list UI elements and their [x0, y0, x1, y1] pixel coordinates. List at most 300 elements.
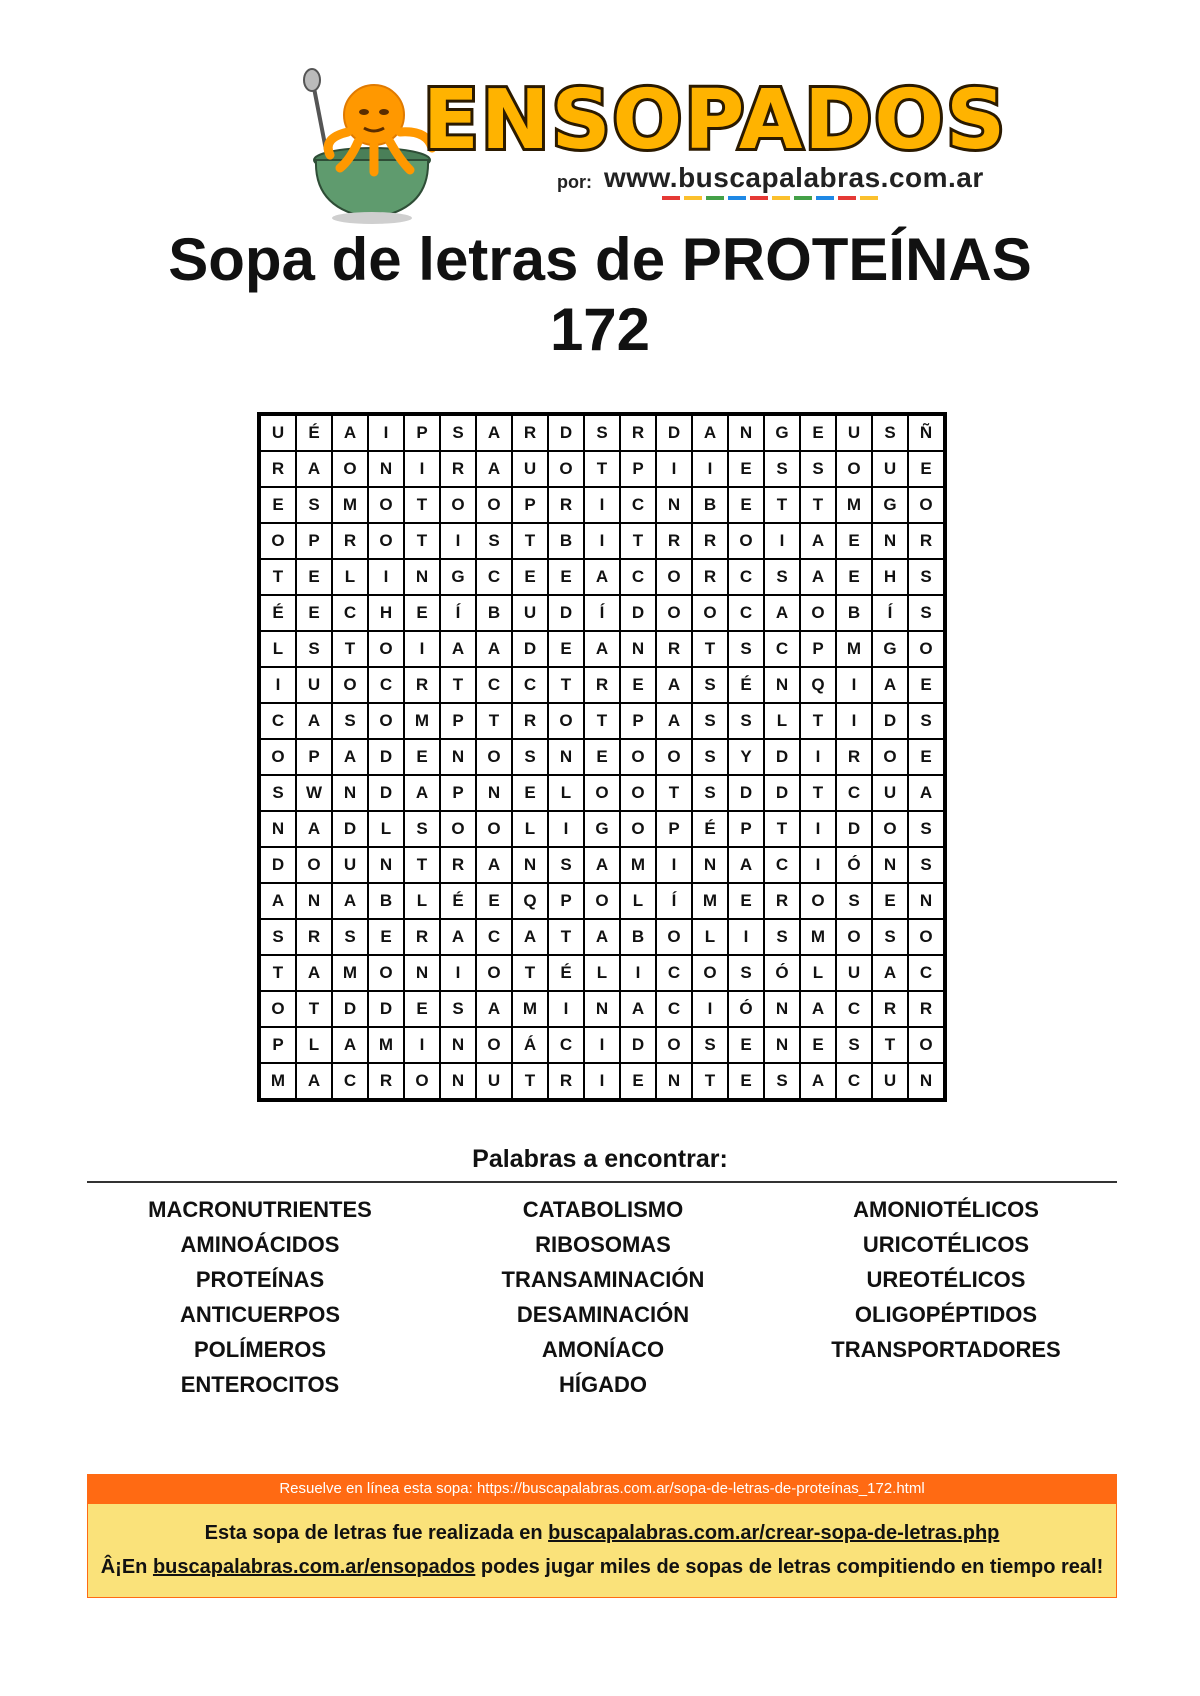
- grid-cell[interactable]: L: [297, 1028, 331, 1062]
- grid-cell[interactable]: U: [261, 416, 295, 450]
- grid-cell[interactable]: N: [405, 956, 439, 990]
- grid-cell[interactable]: P: [441, 704, 475, 738]
- grid-cell[interactable]: É: [261, 596, 295, 630]
- grid-cell[interactable]: O: [585, 776, 619, 810]
- grid-cell[interactable]: S: [333, 704, 367, 738]
- grid-cell[interactable]: O: [297, 848, 331, 882]
- grid-cell[interactable]: A: [765, 596, 799, 630]
- grid-cell[interactable]: I: [693, 992, 727, 1026]
- grid-cell[interactable]: C: [549, 1028, 583, 1062]
- grid-cell[interactable]: P: [657, 812, 691, 846]
- grid-cell[interactable]: L: [621, 884, 655, 918]
- grid-cell[interactable]: T: [405, 524, 439, 558]
- grid-cell[interactable]: L: [549, 776, 583, 810]
- grid-cell[interactable]: O: [693, 596, 727, 630]
- grid-cell[interactable]: O: [729, 524, 763, 558]
- grid-cell[interactable]: L: [693, 920, 727, 954]
- grid-cell[interactable]: S: [765, 452, 799, 486]
- grid-cell[interactable]: A: [693, 416, 727, 450]
- grid-cell[interactable]: S: [765, 1064, 799, 1098]
- grid-cell[interactable]: L: [765, 704, 799, 738]
- grid-cell[interactable]: E: [585, 740, 619, 774]
- grid-cell[interactable]: S: [693, 668, 727, 702]
- grid-cell[interactable]: A: [585, 920, 619, 954]
- grid-cell[interactable]: R: [909, 524, 943, 558]
- grid-cell[interactable]: M: [513, 992, 547, 1026]
- grid-cell[interactable]: A: [873, 668, 907, 702]
- grid-cell[interactable]: R: [369, 1064, 403, 1098]
- grid-cell[interactable]: S: [729, 704, 763, 738]
- grid-cell[interactable]: G: [873, 632, 907, 666]
- grid-cell[interactable]: M: [333, 956, 367, 990]
- grid-cell[interactable]: L: [801, 956, 835, 990]
- grid-cell[interactable]: É: [441, 884, 475, 918]
- grid-cell[interactable]: O: [477, 740, 511, 774]
- grid-cell[interactable]: A: [657, 704, 691, 738]
- grid-cell[interactable]: O: [657, 560, 691, 594]
- grid-cell[interactable]: M: [261, 1064, 295, 1098]
- grid-cell[interactable]: O: [369, 632, 403, 666]
- grid-cell[interactable]: T: [405, 488, 439, 522]
- grid-cell[interactable]: O: [369, 704, 403, 738]
- grid-cell[interactable]: T: [297, 992, 331, 1026]
- grid-cell[interactable]: P: [621, 704, 655, 738]
- grid-cell[interactable]: N: [441, 1064, 475, 1098]
- grid-cell[interactable]: I: [441, 524, 475, 558]
- grid-cell[interactable]: A: [585, 848, 619, 882]
- grid-cell[interactable]: A: [333, 884, 367, 918]
- grid-cell[interactable]: I: [657, 452, 691, 486]
- grid-cell[interactable]: N: [585, 992, 619, 1026]
- grid-cell[interactable]: S: [477, 524, 511, 558]
- grid-cell[interactable]: E: [909, 668, 943, 702]
- grid-cell[interactable]: N: [909, 1064, 943, 1098]
- grid-cell[interactable]: A: [477, 416, 511, 450]
- grid-cell[interactable]: L: [333, 560, 367, 594]
- grid-cell[interactable]: N: [369, 848, 403, 882]
- grid-cell[interactable]: L: [261, 632, 295, 666]
- grid-cell[interactable]: É: [693, 812, 727, 846]
- grid-cell[interactable]: C: [513, 668, 547, 702]
- grid-cell[interactable]: O: [621, 776, 655, 810]
- grid-cell[interactable]: D: [333, 812, 367, 846]
- grid-cell[interactable]: I: [585, 488, 619, 522]
- grid-cell[interactable]: O: [909, 488, 943, 522]
- grid-cell[interactable]: C: [657, 956, 691, 990]
- grid-cell[interactable]: S: [693, 1028, 727, 1062]
- grid-cell[interactable]: C: [729, 560, 763, 594]
- grid-cell[interactable]: P: [549, 884, 583, 918]
- grid-cell[interactable]: N: [765, 1028, 799, 1062]
- grid-cell[interactable]: A: [441, 920, 475, 954]
- grid-cell[interactable]: E: [909, 452, 943, 486]
- grid-cell[interactable]: N: [729, 416, 763, 450]
- grid-cell[interactable]: D: [837, 812, 871, 846]
- grid-cell[interactable]: O: [369, 956, 403, 990]
- grid-cell[interactable]: R: [693, 560, 727, 594]
- grid-cell[interactable]: T: [765, 488, 799, 522]
- grid-cell[interactable]: I: [405, 1028, 439, 1062]
- grid-cell[interactable]: U: [513, 596, 547, 630]
- grid-cell[interactable]: T: [801, 776, 835, 810]
- grid-cell[interactable]: A: [333, 416, 367, 450]
- grid-cell[interactable]: É: [729, 668, 763, 702]
- grid-cell[interactable]: M: [621, 848, 655, 882]
- grid-cell[interactable]: L: [513, 812, 547, 846]
- grid-cell[interactable]: U: [837, 416, 871, 450]
- grid-cell[interactable]: S: [909, 560, 943, 594]
- grid-cell[interactable]: A: [801, 560, 835, 594]
- grid-cell[interactable]: A: [513, 920, 547, 954]
- grid-cell[interactable]: O: [477, 956, 511, 990]
- grid-cell[interactable]: E: [297, 560, 331, 594]
- grid-cell[interactable]: M: [693, 884, 727, 918]
- grid-cell[interactable]: E: [513, 560, 547, 594]
- grid-cell[interactable]: C: [729, 596, 763, 630]
- grid-cell[interactable]: E: [405, 992, 439, 1026]
- grid-cell[interactable]: T: [873, 1028, 907, 1062]
- grid-cell[interactable]: I: [549, 992, 583, 1026]
- grid-cell[interactable]: N: [765, 992, 799, 1026]
- grid-cell[interactable]: O: [585, 884, 619, 918]
- grid-cell[interactable]: Q: [513, 884, 547, 918]
- grid-cell[interactable]: R: [549, 1064, 583, 1098]
- grid-cell[interactable]: E: [729, 488, 763, 522]
- grid-cell[interactable]: R: [441, 452, 475, 486]
- grid-cell[interactable]: N: [873, 524, 907, 558]
- grid-cell[interactable]: R: [405, 668, 439, 702]
- grid-cell[interactable]: T: [657, 776, 691, 810]
- grid-cell[interactable]: O: [369, 488, 403, 522]
- grid-cell[interactable]: U: [873, 1064, 907, 1098]
- grid-cell[interactable]: S: [873, 920, 907, 954]
- grid-cell[interactable]: O: [801, 596, 835, 630]
- grid-cell[interactable]: S: [909, 848, 943, 882]
- grid-cell[interactable]: R: [549, 488, 583, 522]
- grid-cell[interactable]: Q: [801, 668, 835, 702]
- grid-cell[interactable]: A: [441, 632, 475, 666]
- grid-cell[interactable]: D: [333, 992, 367, 1026]
- grid-cell[interactable]: O: [333, 668, 367, 702]
- grid-cell[interactable]: A: [477, 452, 511, 486]
- grid-cell[interactable]: P: [441, 776, 475, 810]
- grid-cell[interactable]: N: [261, 812, 295, 846]
- grid-cell[interactable]: N: [441, 1028, 475, 1062]
- grid-cell[interactable]: O: [477, 812, 511, 846]
- grid-cell[interactable]: R: [297, 920, 331, 954]
- grid-cell[interactable]: E: [729, 884, 763, 918]
- grid-cell[interactable]: I: [369, 560, 403, 594]
- grid-cell[interactable]: O: [873, 740, 907, 774]
- grid-cell[interactable]: S: [441, 992, 475, 1026]
- grid-cell[interactable]: U: [297, 668, 331, 702]
- grid-cell[interactable]: M: [837, 488, 871, 522]
- grid-cell[interactable]: C: [477, 920, 511, 954]
- grid-cell[interactable]: É: [549, 956, 583, 990]
- grid-cell[interactable]: E: [513, 776, 547, 810]
- grid-cell[interactable]: O: [657, 1028, 691, 1062]
- grid-cell[interactable]: O: [657, 740, 691, 774]
- grid-cell[interactable]: M: [405, 704, 439, 738]
- grid-cell[interactable]: T: [693, 1064, 727, 1098]
- grid-cell[interactable]: E: [549, 632, 583, 666]
- grid-cell[interactable]: S: [441, 416, 475, 450]
- grid-cell[interactable]: H: [369, 596, 403, 630]
- grid-cell[interactable]: C: [837, 992, 871, 1026]
- grid-cell[interactable]: P: [405, 416, 439, 450]
- grid-cell[interactable]: E: [297, 596, 331, 630]
- grid-cell[interactable]: A: [297, 704, 331, 738]
- grid-cell[interactable]: M: [837, 632, 871, 666]
- grid-cell[interactable]: A: [801, 1064, 835, 1098]
- grid-cell[interactable]: C: [837, 776, 871, 810]
- grid-cell[interactable]: C: [765, 848, 799, 882]
- grid-cell[interactable]: N: [477, 776, 511, 810]
- grid-cell[interactable]: R: [621, 416, 655, 450]
- grid-cell[interactable]: N: [549, 740, 583, 774]
- grid-cell[interactable]: D: [621, 1028, 655, 1062]
- grid-cell[interactable]: O: [909, 1028, 943, 1062]
- grid-cell[interactable]: S: [909, 704, 943, 738]
- grid-cell[interactable]: N: [873, 848, 907, 882]
- grid-cell[interactable]: A: [585, 560, 619, 594]
- grid-cell[interactable]: P: [297, 740, 331, 774]
- grid-cell[interactable]: P: [621, 452, 655, 486]
- grid-cell[interactable]: T: [585, 704, 619, 738]
- grid-cell[interactable]: A: [297, 452, 331, 486]
- grid-cell[interactable]: D: [369, 740, 403, 774]
- grid-cell[interactable]: P: [261, 1028, 295, 1062]
- create-puzzle-link[interactable]: buscapalabras.com.ar/crear-sopa-de-letras.php: [548, 1522, 1000, 1544]
- grid-cell[interactable]: B: [369, 884, 403, 918]
- grid-cell[interactable]: E: [621, 1064, 655, 1098]
- grid-cell[interactable]: S: [909, 596, 943, 630]
- grid-cell[interactable]: D: [765, 740, 799, 774]
- grid-cell[interactable]: N: [369, 452, 403, 486]
- online-solve-bar[interactable]: Resuelve en línea esta sopa: https://buscapalabras.com.ar/sopa-de-letras-de-proteínas_172.html: [87, 1474, 1117, 1504]
- grid-cell[interactable]: P: [297, 524, 331, 558]
- grid-cell[interactable]: R: [333, 524, 367, 558]
- grid-cell[interactable]: A: [801, 992, 835, 1026]
- grid-cell[interactable]: T: [405, 848, 439, 882]
- grid-cell[interactable]: A: [477, 992, 511, 1026]
- ensopados-link[interactable]: buscapalabras.com.ar/ensopados: [152, 1556, 476, 1578]
- grid-cell[interactable]: U: [873, 776, 907, 810]
- grid-cell[interactable]: U: [873, 452, 907, 486]
- grid-cell[interactable]: D: [729, 776, 763, 810]
- grid-cell[interactable]: O: [333, 452, 367, 486]
- grid-cell[interactable]: Í: [873, 596, 907, 630]
- grid-cell[interactable]: D: [873, 704, 907, 738]
- grid-cell[interactable]: O: [261, 524, 295, 558]
- grid-cell[interactable]: R: [873, 992, 907, 1026]
- grid-cell[interactable]: O: [837, 452, 871, 486]
- grid-cell[interactable]: C: [621, 560, 655, 594]
- grid-cell[interactable]: T: [513, 1064, 547, 1098]
- grid-cell[interactable]: W: [297, 776, 331, 810]
- grid-cell[interactable]: I: [837, 668, 871, 702]
- grid-cell[interactable]: S: [405, 812, 439, 846]
- grid-cell[interactable]: R: [585, 668, 619, 702]
- grid-cell[interactable]: N: [513, 848, 547, 882]
- grid-cell[interactable]: L: [369, 812, 403, 846]
- grid-cell[interactable]: G: [765, 416, 799, 450]
- grid-cell[interactable]: O: [657, 920, 691, 954]
- grid-cell[interactable]: E: [909, 740, 943, 774]
- grid-cell[interactable]: D: [657, 416, 691, 450]
- grid-cell[interactable]: S: [801, 452, 835, 486]
- grid-cell[interactable]: A: [621, 992, 655, 1026]
- grid-cell[interactable]: S: [765, 920, 799, 954]
- grid-cell[interactable]: O: [621, 812, 655, 846]
- grid-cell[interactable]: Í: [657, 884, 691, 918]
- grid-cell[interactable]: C: [369, 668, 403, 702]
- grid-cell[interactable]: C: [657, 992, 691, 1026]
- grid-cell[interactable]: T: [693, 632, 727, 666]
- grid-cell[interactable]: R: [909, 992, 943, 1026]
- grid-cell[interactable]: A: [333, 740, 367, 774]
- grid-cell[interactable]: U: [477, 1064, 511, 1098]
- grid-cell[interactable]: A: [585, 632, 619, 666]
- grid-cell[interactable]: Y: [729, 740, 763, 774]
- grid-cell[interactable]: E: [261, 488, 295, 522]
- grid-cell[interactable]: A: [297, 812, 331, 846]
- grid-cell[interactable]: U: [837, 956, 871, 990]
- grid-cell[interactable]: E: [837, 524, 871, 558]
- grid-cell[interactable]: N: [693, 848, 727, 882]
- grid-cell[interactable]: S: [693, 776, 727, 810]
- grid-cell[interactable]: T: [621, 524, 655, 558]
- grid-cell[interactable]: T: [585, 452, 619, 486]
- grid-cell[interactable]: B: [549, 524, 583, 558]
- grid-cell[interactable]: S: [765, 560, 799, 594]
- grid-cell[interactable]: O: [441, 812, 475, 846]
- grid-cell[interactable]: A: [297, 1064, 331, 1098]
- grid-cell[interactable]: U: [333, 848, 367, 882]
- grid-cell[interactable]: A: [909, 776, 943, 810]
- grid-cell[interactable]: I: [405, 452, 439, 486]
- grid-cell[interactable]: E: [729, 452, 763, 486]
- site-url[interactable]: www.buscapalabras.com.ar: [604, 162, 984, 193]
- grid-cell[interactable]: D: [549, 416, 583, 450]
- grid-cell[interactable]: N: [621, 632, 655, 666]
- grid-cell[interactable]: C: [765, 632, 799, 666]
- grid-cell[interactable]: T: [513, 524, 547, 558]
- grid-cell[interactable]: S: [693, 740, 727, 774]
- grid-cell[interactable]: O: [261, 740, 295, 774]
- grid-cell[interactable]: I: [261, 668, 295, 702]
- grid-cell[interactable]: D: [513, 632, 547, 666]
- grid-cell[interactable]: O: [801, 884, 835, 918]
- grid-cell[interactable]: Í: [585, 596, 619, 630]
- grid-cell[interactable]: Ñ: [909, 416, 943, 450]
- grid-cell[interactable]: T: [441, 668, 475, 702]
- grid-cell[interactable]: E: [873, 884, 907, 918]
- grid-cell[interactable]: R: [693, 524, 727, 558]
- grid-cell[interactable]: D: [369, 776, 403, 810]
- grid-cell[interactable]: E: [801, 1028, 835, 1062]
- grid-cell[interactable]: T: [801, 704, 835, 738]
- grid-cell[interactable]: S: [837, 1028, 871, 1062]
- grid-cell[interactable]: É: [297, 416, 331, 450]
- grid-cell[interactable]: Ó: [765, 956, 799, 990]
- grid-cell[interactable]: N: [441, 740, 475, 774]
- grid-cell[interactable]: R: [513, 416, 547, 450]
- grid-cell[interactable]: T: [765, 812, 799, 846]
- grid-cell[interactable]: N: [765, 668, 799, 702]
- grid-cell[interactable]: O: [657, 596, 691, 630]
- grid-cell[interactable]: O: [621, 740, 655, 774]
- grid-cell[interactable]: A: [873, 956, 907, 990]
- grid-cell[interactable]: E: [477, 884, 511, 918]
- grid-cell[interactable]: A: [405, 776, 439, 810]
- grid-cell[interactable]: R: [837, 740, 871, 774]
- grid-cell[interactable]: C: [333, 596, 367, 630]
- grid-cell[interactable]: M: [801, 920, 835, 954]
- grid-cell[interactable]: P: [513, 488, 547, 522]
- grid-cell[interactable]: N: [657, 1064, 691, 1098]
- grid-cell[interactable]: I: [585, 524, 619, 558]
- grid-cell[interactable]: B: [837, 596, 871, 630]
- grid-cell[interactable]: C: [477, 560, 511, 594]
- grid-cell[interactable]: O: [477, 1028, 511, 1062]
- grid-cell[interactable]: C: [477, 668, 511, 702]
- grid-cell[interactable]: A: [801, 524, 835, 558]
- grid-cell[interactable]: S: [729, 632, 763, 666]
- grid-cell[interactable]: N: [909, 884, 943, 918]
- grid-cell[interactable]: O: [549, 704, 583, 738]
- grid-cell[interactable]: S: [585, 416, 619, 450]
- grid-cell[interactable]: E: [837, 560, 871, 594]
- grid-cell[interactable]: A: [261, 884, 295, 918]
- grid-cell[interactable]: T: [549, 668, 583, 702]
- grid-cell[interactable]: T: [477, 704, 511, 738]
- grid-cell[interactable]: R: [765, 884, 799, 918]
- grid-cell[interactable]: N: [405, 560, 439, 594]
- grid-cell[interactable]: R: [657, 524, 691, 558]
- grid-cell[interactable]: I: [765, 524, 799, 558]
- grid-cell[interactable]: S: [297, 488, 331, 522]
- grid-cell[interactable]: I: [369, 416, 403, 450]
- grid-cell[interactable]: R: [513, 704, 547, 738]
- grid-cell[interactable]: S: [261, 920, 295, 954]
- grid-cell[interactable]: Ó: [837, 848, 871, 882]
- grid-cell[interactable]: S: [261, 776, 295, 810]
- grid-cell[interactable]: B: [477, 596, 511, 630]
- grid-cell[interactable]: P: [801, 632, 835, 666]
- grid-cell[interactable]: I: [801, 812, 835, 846]
- grid-cell[interactable]: D: [549, 596, 583, 630]
- grid-cell[interactable]: U: [513, 452, 547, 486]
- grid-cell[interactable]: S: [513, 740, 547, 774]
- grid-cell[interactable]: O: [693, 956, 727, 990]
- grid-cell[interactable]: B: [621, 920, 655, 954]
- grid-cell[interactable]: O: [549, 452, 583, 486]
- grid-cell[interactable]: S: [873, 416, 907, 450]
- grid-cell[interactable]: T: [513, 956, 547, 990]
- grid-cell[interactable]: R: [405, 920, 439, 954]
- grid-cell[interactable]: E: [405, 740, 439, 774]
- grid-cell[interactable]: O: [261, 992, 295, 1026]
- grid-cell[interactable]: I: [837, 704, 871, 738]
- grid-cell[interactable]: A: [729, 848, 763, 882]
- grid-cell[interactable]: A: [657, 668, 691, 702]
- grid-cell[interactable]: I: [621, 956, 655, 990]
- grid-cell[interactable]: C: [333, 1064, 367, 1098]
- grid-cell[interactable]: S: [693, 704, 727, 738]
- grid-cell[interactable]: T: [801, 488, 835, 522]
- grid-cell[interactable]: D: [621, 596, 655, 630]
